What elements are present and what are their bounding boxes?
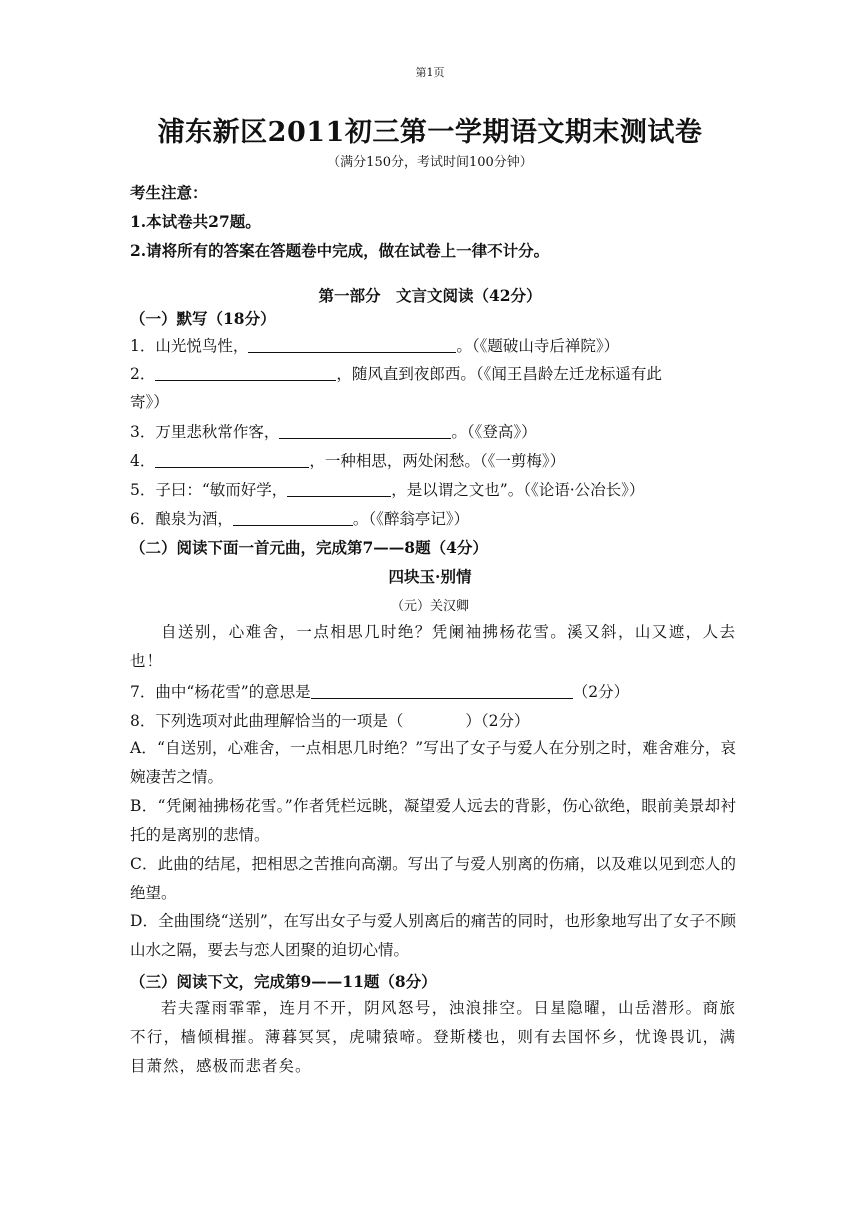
question-2-text: 2． xyxy=(130,365,156,383)
exam-subtitle: （满分150分，考试时间100分钟） xyxy=(327,155,533,170)
answer-blank-2 xyxy=(155,379,336,381)
answer-blank-1 xyxy=(248,351,456,353)
section3-heading: （三）阅读下文，完成第9——11题（8分） xyxy=(130,972,437,991)
question-7-score: （2分） xyxy=(572,683,630,701)
question-3-source: 。（《登高》） xyxy=(451,423,537,441)
notice-heading: 考生注意： xyxy=(130,183,208,202)
option-d: D．全曲围绕“送别”，在写出女子与爱人别离后的痛苦的同时，也形象地写出了女子不顾山水之隔，要去与恋人团聚的迫切心情。 xyxy=(130,912,736,959)
question-7-text: 7．曲中“杨花雪”的意思是 xyxy=(130,683,311,701)
question-6-text: 6．酿泉为酒， xyxy=(130,510,233,528)
answer-blank-3 xyxy=(279,437,451,439)
question-3 xyxy=(130,420,740,442)
part1-heading: 第一部分 文言文阅读（42分） xyxy=(318,286,542,305)
question-8: 8．下列选项对此曲理解恰当的一项是（ ）（2分） xyxy=(130,712,530,730)
question-5-source: ，是以谓之文也”。（《论语·公冶长》） xyxy=(391,481,645,499)
question-4-source: ，一种相思，两处闲愁。（《一剪梅》） xyxy=(309,452,566,470)
question-5 xyxy=(130,478,740,500)
question-7 xyxy=(130,680,740,702)
poem-author: （元）关汉卿 xyxy=(390,599,469,614)
answer-blank-4 xyxy=(155,466,309,468)
section3-passage: 若夫霪雨霏霏，连月不开，阴风怒号，浊浪排空。日星隐曜，山岳潜形。商旅不行，樯倾楫摧。薄暮冥冥，虎啸猿啼。登斯楼也，则有去国怀乡，忧谗畏讥，满目萧然，感极而悲者矣。 xyxy=(130,999,736,1075)
question-4 xyxy=(130,449,740,471)
question-2-source: ，随风直到夜郎西。（《闻王昌龄左迁龙标遥有此 xyxy=(336,365,662,383)
section1-heading: （一）默写（18分） xyxy=(130,309,276,328)
answer-blank-6 xyxy=(233,524,353,526)
question-2 xyxy=(130,362,740,384)
section2-heading: （二）阅读下面一首元曲，完成第7——8题（4分） xyxy=(130,538,488,557)
question-2-continued: 寄》） xyxy=(130,393,169,411)
question-6 xyxy=(130,507,740,529)
poem-title: 四块玉·别情 xyxy=(388,567,472,586)
exam-title: 浦东新区2011初三第一学期语文期末测试卷 xyxy=(157,117,703,148)
poem-text: 自送别，心难舍，一点相思几时绝？凭阑袖拂杨花雪。溪又斜，山又遮，人去也！ xyxy=(130,623,736,670)
page-number-header: 第1页 xyxy=(415,66,445,79)
notice-item-1: 1.本试卷共27题。 xyxy=(130,212,261,231)
notice-item-2: 2.请将所有的答案在答题卷中完成，做在试卷上一律不计分。 xyxy=(130,241,550,260)
question-4-text: 4． xyxy=(130,452,156,470)
answer-blank-5 xyxy=(287,495,391,497)
question-1-source: 。（《题破山寺后禅院》） xyxy=(456,337,620,355)
question-1 xyxy=(130,334,740,356)
answer-blank-7 xyxy=(311,697,573,699)
option-b: B．“凭阑袖拂杨花雪。”作者凭栏远眺，凝望爱人远去的背影，伤心欲绝，眼前美景却衬托的是离别的悲情。 xyxy=(130,797,736,844)
question-1-text: 1．山光悦鸟性， xyxy=(130,337,249,355)
question-6-source: 。（《醉翁亭记》） xyxy=(352,510,470,528)
question-3-text: 3．万里悲秋常作客， xyxy=(130,423,280,441)
option-a: A．“自送别，心难舍，一点相思几时绝？”写出了女子与爱人在分别之时，难舍难分，哀婉凄苦之情。 xyxy=(130,739,736,786)
question-5-text: 5．子曰：“敏而好学， xyxy=(130,481,288,499)
option-c: C．此曲的结尾，把相思之苦推向高潮。写出了与爱人别离的伤痛，以及难以见到恋人的绝望。 xyxy=(130,855,736,902)
